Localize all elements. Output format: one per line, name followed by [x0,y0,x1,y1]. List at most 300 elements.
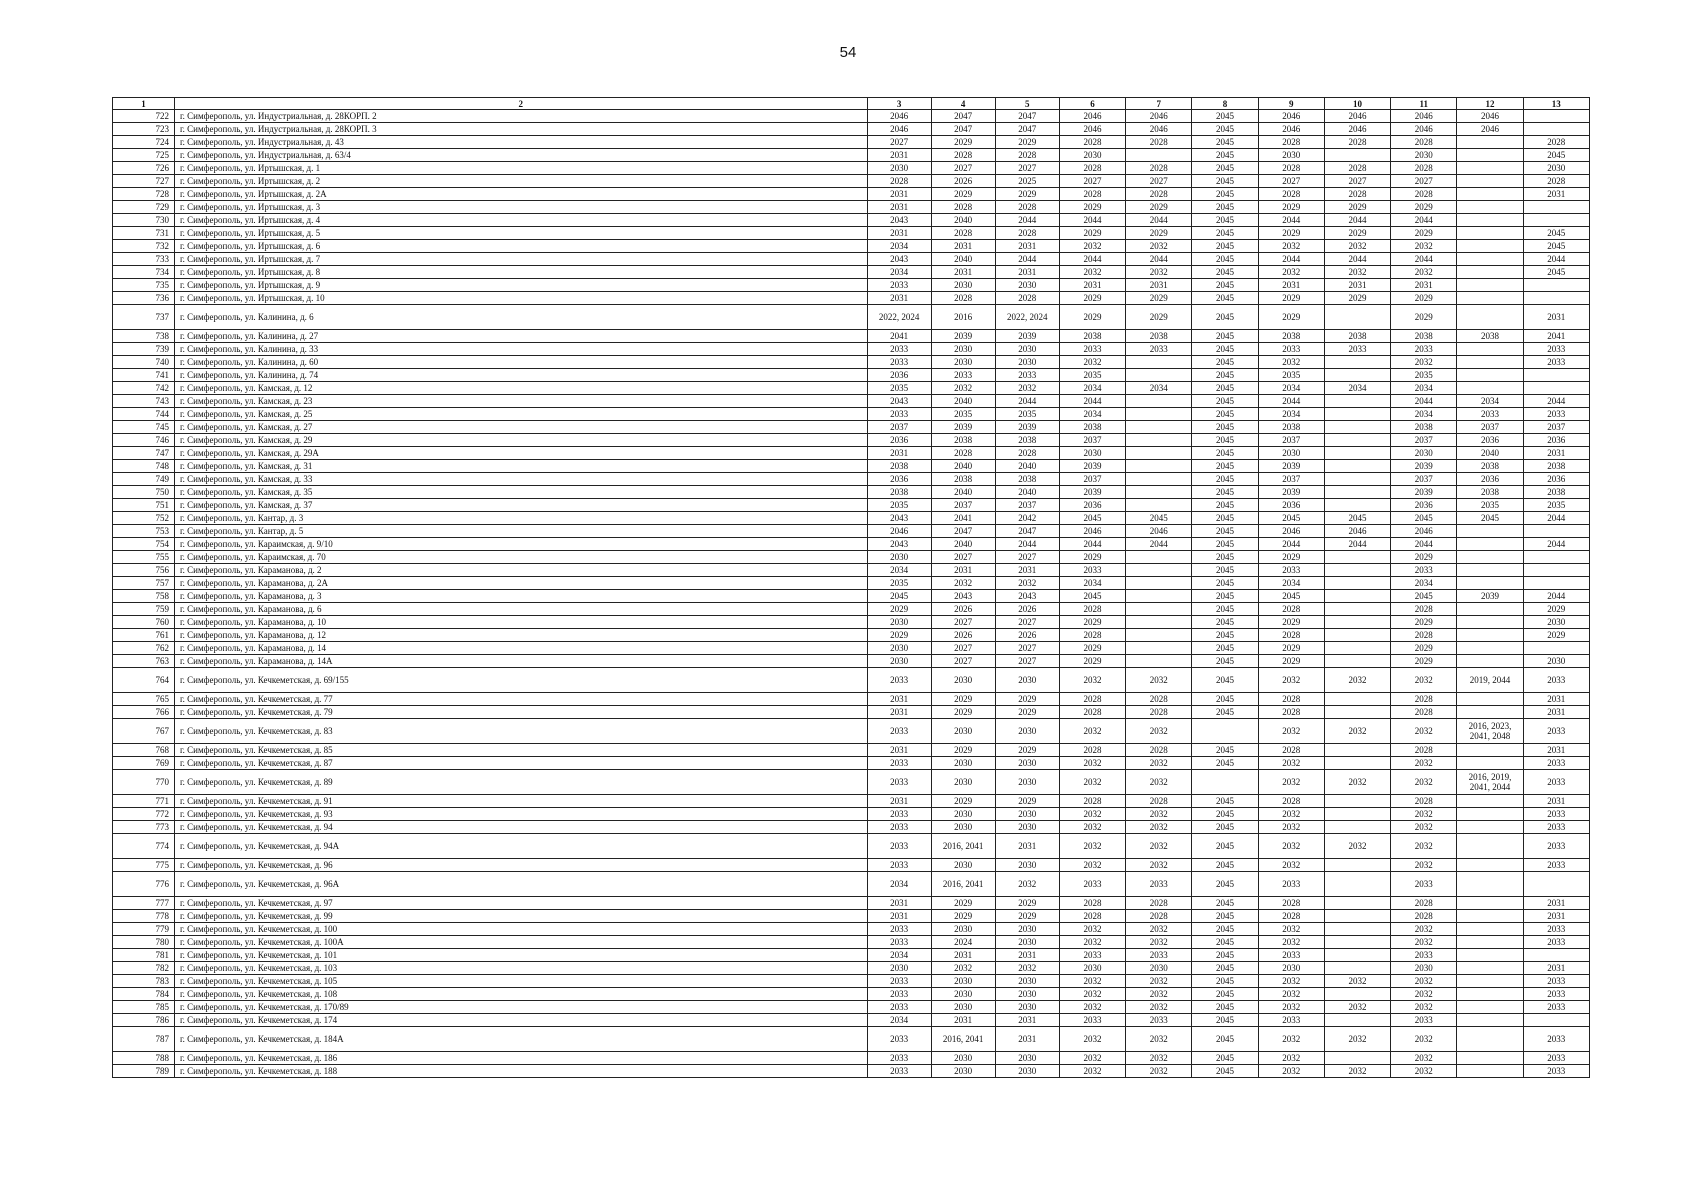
year-cell: 2038 [1059,421,1125,434]
table-row [113,655,1590,668]
row-number: 778 [113,910,175,923]
year-cell [1457,136,1523,149]
year-cell: 2032 [1059,757,1125,770]
year-cell: 2032 [1258,936,1324,949]
year-cell: 2032 [1391,808,1457,821]
year-cell: 2031 [867,910,931,923]
year-cell: 2045 [1192,564,1258,577]
year-cell: 2038 [1523,486,1589,499]
year-cell: 2033 [867,834,931,859]
table-row [113,616,1590,629]
year-cell: 2038 [995,473,1059,486]
table-row [113,975,1590,988]
year-cell: 2034 [1391,577,1457,590]
year-cell: 2028 [1391,188,1457,201]
year-cell [1523,949,1589,962]
year-cell: 2036 [1391,499,1457,512]
year-cell: 2038 [1523,460,1589,473]
year-cell: 2044 [1059,253,1125,266]
table-row [113,668,1590,693]
year-cell: 2030 [995,1065,1059,1078]
row-number: 788 [113,1052,175,1065]
year-cell: 2032 [1126,1027,1192,1052]
year-cell: 2033 [867,356,931,369]
row-number: 775 [113,859,175,872]
year-cell: 2033 [867,923,931,936]
year-cell: 2047 [995,123,1059,136]
year-cell: 2029 [1258,551,1324,564]
column-header: 10 [1324,98,1390,110]
address-cell: г. Симферополь, ул. Кечкеметская, д. 186 [174,1052,867,1065]
year-cell: 2028 [931,292,995,305]
year-cell: 2016, 2041 [931,1027,995,1052]
year-cell: 2028 [1258,629,1324,642]
year-cell [1324,859,1390,872]
year-cell: 2044 [1523,253,1589,266]
year-cell: 2029 [1258,201,1324,214]
year-cell: 2035 [931,408,995,421]
year-cell: 2047 [931,110,995,123]
year-cell [1457,744,1523,757]
year-cell: 2046 [867,110,931,123]
year-cell: 2044 [1324,538,1390,551]
year-cell: 2032 [1391,719,1457,744]
year-cell: 2033 [1258,949,1324,962]
address-cell: г. Симферополь, ул. Караимская, д. 9/10 [174,538,867,551]
year-cell [1457,279,1523,292]
year-cell: 2032 [1126,1065,1192,1078]
row-number: 755 [113,551,175,564]
year-cell: 2034 [1258,577,1324,590]
year-cell: 2028 [1126,897,1192,910]
year-cell: 2044 [1126,214,1192,227]
year-cell: 2043 [867,253,931,266]
year-cell: 2033 [1126,949,1192,962]
year-cell: 2030 [995,859,1059,872]
year-cell: 2044 [1391,395,1457,408]
year-cell [1324,1014,1390,1027]
year-cell: 2030 [931,1052,995,1065]
year-cell: 2045 [1192,421,1258,434]
address-cell: г. Симферополь, ул. Камская, д. 29А [174,447,867,460]
year-cell: 2045 [1192,447,1258,460]
table-row [113,447,1590,460]
year-cell: 2033 [867,408,931,421]
year-cell: 2045 [1258,512,1324,525]
year-cell: 2044 [995,214,1059,227]
row-number: 746 [113,434,175,447]
year-cell: 2028 [1126,910,1192,923]
year-cell: 2028 [1391,744,1457,757]
year-cell: 2030 [867,962,931,975]
year-cell: 2033 [867,936,931,949]
year-cell: 2030 [995,1001,1059,1014]
table-row [113,512,1590,525]
year-cell: 2043 [931,590,995,603]
year-cell: 2041 [931,512,995,525]
row-number: 736 [113,292,175,305]
year-cell: 2028 [931,201,995,214]
year-cell: 2037 [1059,434,1125,447]
year-cell: 2038 [1126,330,1192,343]
year-cell [1457,253,1523,266]
address-cell: г. Симферополь, ул. Камская, д. 35 [174,486,867,499]
year-cell: 2029 [1258,227,1324,240]
year-cell: 2034 [1059,382,1125,395]
year-cell: 2036 [1523,434,1589,447]
year-cell: 2028 [931,149,995,162]
year-cell [1523,292,1589,305]
year-cell [1457,149,1523,162]
table-row [113,240,1590,253]
table-row [113,642,1590,655]
address-cell: г. Симферополь, ул. Кечкеметская, д. 101 [174,949,867,962]
year-cell: 2031 [867,447,931,460]
year-cell: 2032 [1324,834,1390,859]
year-cell [1126,369,1192,382]
year-cell: 2030 [931,988,995,1001]
year-cell: 2047 [931,525,995,538]
year-cell: 2033 [1258,872,1324,897]
year-cell: 2032 [1391,1065,1457,1078]
year-cell: 2029 [867,629,931,642]
column-header: 5 [995,98,1059,110]
year-cell: 2033 [1523,821,1589,834]
address-cell: г. Симферополь, ул. Калинина, д. 6 [174,305,867,330]
year-cell: 2031 [867,227,931,240]
year-cell: 2033 [1059,1014,1125,1027]
row-number: 724 [113,136,175,149]
year-cell: 2033 [1059,564,1125,577]
row-number: 728 [113,188,175,201]
year-cell: 2030 [867,616,931,629]
year-cell: 2032 [1059,859,1125,872]
table-row [113,395,1590,408]
year-cell: 2026 [931,629,995,642]
row-number: 731 [113,227,175,240]
year-cell: 2032 [1258,719,1324,744]
year-cell: 2027 [995,616,1059,629]
year-cell: 2025 [995,175,1059,188]
year-cell: 2029 [1391,305,1457,330]
year-cell: 2029 [1324,201,1390,214]
table-row [113,175,1590,188]
address-cell: г. Симферополь, ул. Иртышская, д. 10 [174,292,867,305]
year-cell: 2037 [1523,421,1589,434]
year-cell: 2030 [995,668,1059,693]
column-header: 1 [113,98,175,110]
address-cell: г. Симферополь, ул. Кечкеметская, д. 99 [174,910,867,923]
year-cell: 2028 [1391,136,1457,149]
year-cell: 2044 [1523,395,1589,408]
year-cell: 2028 [1391,603,1457,616]
year-cell: 2030 [995,356,1059,369]
year-cell: 2028 [1258,136,1324,149]
address-cell: г. Симферополь, ул. Кечкеметская, д. 100 [174,923,867,936]
year-cell [1126,499,1192,512]
address-cell: г. Симферополь, ул. Кечкеметская, д. 77 [174,693,867,706]
year-cell: 2029 [1391,292,1457,305]
address-cell: г. Симферополь, ул. Кечкеметская, д. 87 [174,757,867,770]
row-number: 751 [113,499,175,512]
year-cell: 2045 [1192,305,1258,330]
row-number: 758 [113,590,175,603]
table-row [113,808,1590,821]
year-cell: 2045 [1258,590,1324,603]
year-cell: 2028 [931,227,995,240]
address-cell: г. Симферополь, ул. Кечкеметская, д. 174 [174,1014,867,1027]
year-cell: 2030 [931,821,995,834]
year-cell: 2031 [867,693,931,706]
address-cell: г. Симферополь, ул. Иртышская, д. 7 [174,253,867,266]
year-cell: 2030 [931,770,995,795]
year-cell: 2045 [1192,499,1258,512]
year-cell: 2038 [1258,330,1324,343]
address-cell: г. Симферополь, ул. Кечкеметская, д. 79 [174,706,867,719]
year-cell [1523,872,1589,897]
year-cell: 2030 [931,808,995,821]
table-row [113,551,1590,564]
year-cell: 2032 [1258,240,1324,253]
year-cell: 2033 [1523,719,1589,744]
year-cell: 2030 [931,279,995,292]
year-cell: 2030 [995,936,1059,949]
year-cell: 2033 [1523,1065,1589,1078]
year-cell: 2028 [1391,162,1457,175]
row-number: 740 [113,356,175,369]
year-cell: 2028 [1258,188,1324,201]
table-row [113,356,1590,369]
table-row [113,577,1590,590]
table-row [113,253,1590,266]
year-cell [1126,421,1192,434]
year-cell [1324,603,1390,616]
header-row [113,98,1590,110]
year-cell: 2045 [1192,1014,1258,1027]
year-cell: 2032 [995,872,1059,897]
year-cell: 2045 [1192,525,1258,538]
year-cell: 2032 [1126,719,1192,744]
year-cell: 2046 [867,123,931,136]
year-cell: 2044 [1059,538,1125,551]
row-number: 770 [113,770,175,795]
year-cell: 2034 [1258,408,1324,421]
year-cell [1324,356,1390,369]
year-cell [1126,655,1192,668]
year-cell: 2046 [1126,525,1192,538]
column-header: 9 [1258,98,1324,110]
year-cell: 2032 [1126,240,1192,253]
data-table [112,97,1590,1078]
year-cell: 2045 [1192,110,1258,123]
year-cell: 2046 [1324,110,1390,123]
address-cell: г. Симферополь, ул. Карамановa, д. 12 [174,629,867,642]
year-cell: 2029 [995,706,1059,719]
year-cell: 2040 [995,460,1059,473]
year-cell: 2032 [1258,808,1324,821]
table-row [113,343,1590,356]
address-cell: г. Симферополь, ул. Калинина, д. 27 [174,330,867,343]
year-cell: 2045 [1192,897,1258,910]
year-cell: 2045 [1523,240,1589,253]
address-cell: г. Симферополь, ул. Камская, д. 12 [174,382,867,395]
year-cell: 2045 [1192,162,1258,175]
year-cell: 2034 [1059,408,1125,421]
table-row [113,757,1590,770]
year-cell: 2032 [1324,1001,1390,1014]
year-cell: 2039 [1258,486,1324,499]
year-cell: 2031 [1523,693,1589,706]
table-row [113,382,1590,395]
year-cell: 2027 [931,551,995,564]
year-cell: 2027 [995,655,1059,668]
year-cell: 2036 [867,369,931,382]
year-cell [1457,962,1523,975]
table-row [113,897,1590,910]
row-number: 727 [113,175,175,188]
address-cell: г. Симферополь, ул. Индустриальная, д. 63/4 [174,149,867,162]
row-number: 769 [113,757,175,770]
year-cell: 2030 [931,343,995,356]
year-cell: 2045 [1192,1027,1258,1052]
year-cell: 2032 [1258,834,1324,859]
year-cell: 2039 [931,330,995,343]
year-cell [1523,551,1589,564]
column-header: 3 [867,98,931,110]
year-cell: 2045 [1192,486,1258,499]
year-cell: 2027 [995,162,1059,175]
year-cell: 2032 [1059,923,1125,936]
year-cell: 2029 [1258,642,1324,655]
table-row [113,305,1590,330]
address-cell: г. Симферополь, ул. Кечкеметская, д. 94 [174,821,867,834]
year-cell: 2033 [1324,343,1390,356]
year-cell: 2032 [1324,719,1390,744]
year-cell: 2033 [1391,343,1457,356]
year-cell [1126,473,1192,486]
year-cell: 2045 [1192,642,1258,655]
year-cell: 2034 [867,872,931,897]
table-row [113,110,1590,123]
address-cell: г. Симферополь, ул. Камская, д. 33 [174,473,867,486]
year-cell: 2032 [1324,668,1390,693]
year-cell: 2032 [1258,770,1324,795]
year-cell: 2028 [1059,136,1125,149]
year-cell: 2036 [867,473,931,486]
address-cell: г. Симферополь, ул. Кечкеметская, д. 91 [174,795,867,808]
year-cell: 2028 [995,292,1059,305]
column-header: 8 [1192,98,1258,110]
year-cell: 2028 [1059,706,1125,719]
year-cell [1457,369,1523,382]
year-cell: 2028 [1324,188,1390,201]
year-cell [1457,821,1523,834]
year-cell: 2040 [931,395,995,408]
year-cell [1126,564,1192,577]
row-number: 765 [113,693,175,706]
year-cell: 2028 [995,149,1059,162]
year-cell: 2043 [867,512,931,525]
year-cell: 2033 [867,1027,931,1052]
address-cell: г. Симферополь, ул. Кечкеметская, д. 96 [174,859,867,872]
year-cell: 2034 [1126,382,1192,395]
year-cell: 2028 [1391,897,1457,910]
year-cell: 2032 [1059,1065,1125,1078]
year-cell: 2033 [1523,408,1589,421]
year-cell: 2045 [1192,266,1258,279]
year-cell: 2033 [1126,1014,1192,1027]
year-cell: 2032 [995,962,1059,975]
year-cell: 2036 [1258,499,1324,512]
address-cell: г. Симферополь, ул. Камская, д. 37 [174,499,867,512]
row-number: 780 [113,936,175,949]
year-cell: 2029 [1059,616,1125,629]
year-cell: 2029 [1258,655,1324,668]
year-cell: 2044 [995,538,1059,551]
row-number: 786 [113,1014,175,1027]
year-cell: 2045 [1192,975,1258,988]
year-cell: 2047 [995,525,1059,538]
year-cell: 2028 [1059,188,1125,201]
year-cell [1457,266,1523,279]
year-cell: 2045 [1192,369,1258,382]
year-cell [1324,936,1390,949]
row-number: 774 [113,834,175,859]
year-cell: 2045 [1126,512,1192,525]
year-cell: 2028 [1258,744,1324,757]
year-cell: 2040 [995,486,1059,499]
year-cell: 2045 [1192,240,1258,253]
year-cell [1457,305,1523,330]
year-cell [1457,949,1523,962]
year-cell: 2045 [1324,512,1390,525]
year-cell: 2029 [1126,227,1192,240]
row-number: 753 [113,525,175,538]
year-cell: 2029 [1059,305,1125,330]
year-cell: 2045 [1192,577,1258,590]
year-cell: 2033 [867,808,931,821]
year-cell: 2035 [1391,369,1457,382]
year-cell: 2032 [1126,834,1192,859]
year-cell: 2038 [1391,421,1457,434]
year-cell: 2030 [995,821,1059,834]
address-cell: г. Симферополь, ул. Карамановa, д. 14 [174,642,867,655]
year-cell: 2033 [867,343,931,356]
year-cell: 2029 [995,795,1059,808]
year-cell: 2037 [867,421,931,434]
year-cell: 2031 [867,292,931,305]
year-cell: 2032 [1391,1027,1457,1052]
year-cell: 2040 [931,486,995,499]
table-row [113,629,1590,642]
year-cell [1457,1052,1523,1065]
year-cell: 2030 [1523,616,1589,629]
year-cell: 2037 [1391,473,1457,486]
year-cell: 2031 [867,744,931,757]
address-cell: г. Симферополь, ул. Иртышская, д. 2 [174,175,867,188]
year-cell: 2032 [1258,975,1324,988]
address-cell: г. Симферополь, ул. Калинина, д. 74 [174,369,867,382]
table-row [113,149,1590,162]
year-cell [1324,551,1390,564]
table-row [113,821,1590,834]
year-cell: 2037 [1258,473,1324,486]
year-cell: 2029 [931,744,995,757]
year-cell: 2029 [1059,227,1125,240]
year-cell: 2029 [931,795,995,808]
year-cell [1324,988,1390,1001]
year-cell: 2032 [1126,923,1192,936]
